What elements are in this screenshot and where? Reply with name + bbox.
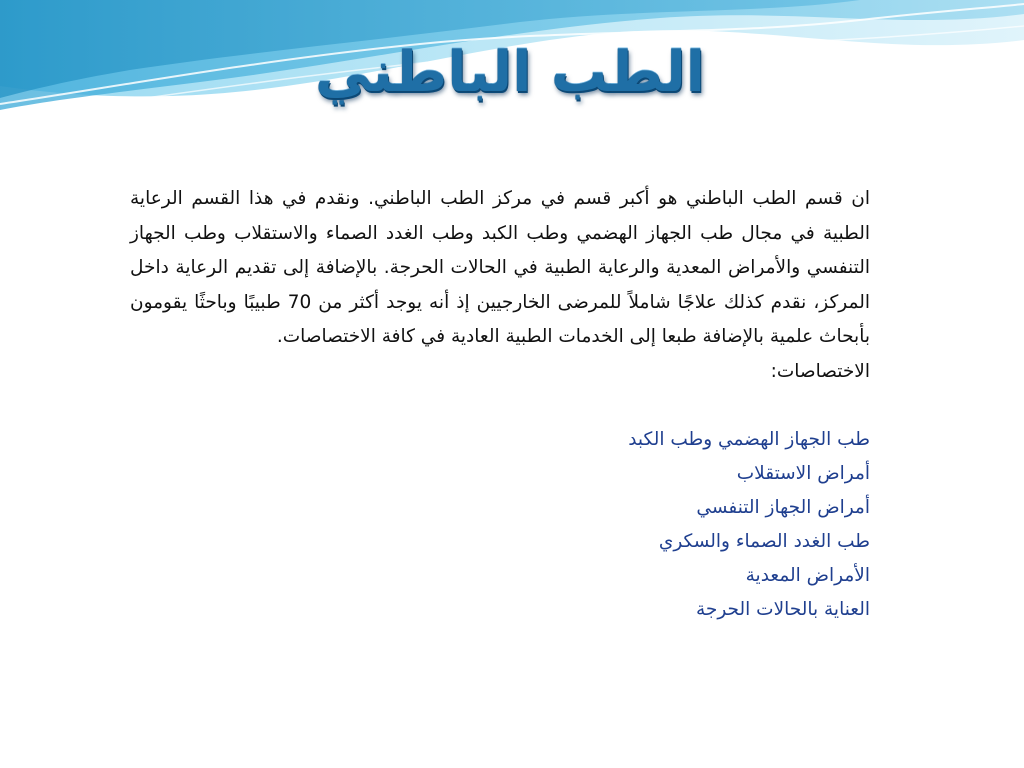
specialty-item: طب الغدد الصماء والسكري — [658, 531, 870, 552]
specialty-item: أمراض الاستقلاب — [736, 463, 870, 484]
specialties-list — [130, 423, 870, 627]
specialties-heading: الاختصاصات: — [770, 360, 870, 382]
specialty-item: العناية بالحالات الحرجة — [696, 599, 870, 620]
intro-paragraph: ان قسم الطب الباطني هو أكبر قسم في مركز الطب الباطني. ونقدم في هذا القسم الرعاية الطبية في مجال طب الجهاز الهضمي وطب الكبد وطب الغدد الصماء والاستقلاب وطب الجهاز التنفسي والأمراض المعدية والرعاية الطبية في الحالات الحرجة. بالإضافة إلى تقديم الرعاية داخل المركز، نقدم كذلك علاجًا شاملاً للمرضى الخارجيين إذ أنه يوجد أكثر من 70 طبيبًا وباحثًا يقومون بأبحاث علمية بالإضافة طبعا إلى الخدمات الطبية العادية في كافة الاختصاصات. — [130, 188, 870, 347]
content-body — [130, 182, 870, 627]
specialty-item: طب الجهاز الهضمي وطب الكبد — [628, 429, 870, 450]
specialty-item: أمراض الجهاز التنفسي — [696, 497, 870, 518]
specialty-item: الأمراض المعدية — [745, 565, 870, 586]
slide-title: الطب الباطني — [315, 40, 705, 105]
